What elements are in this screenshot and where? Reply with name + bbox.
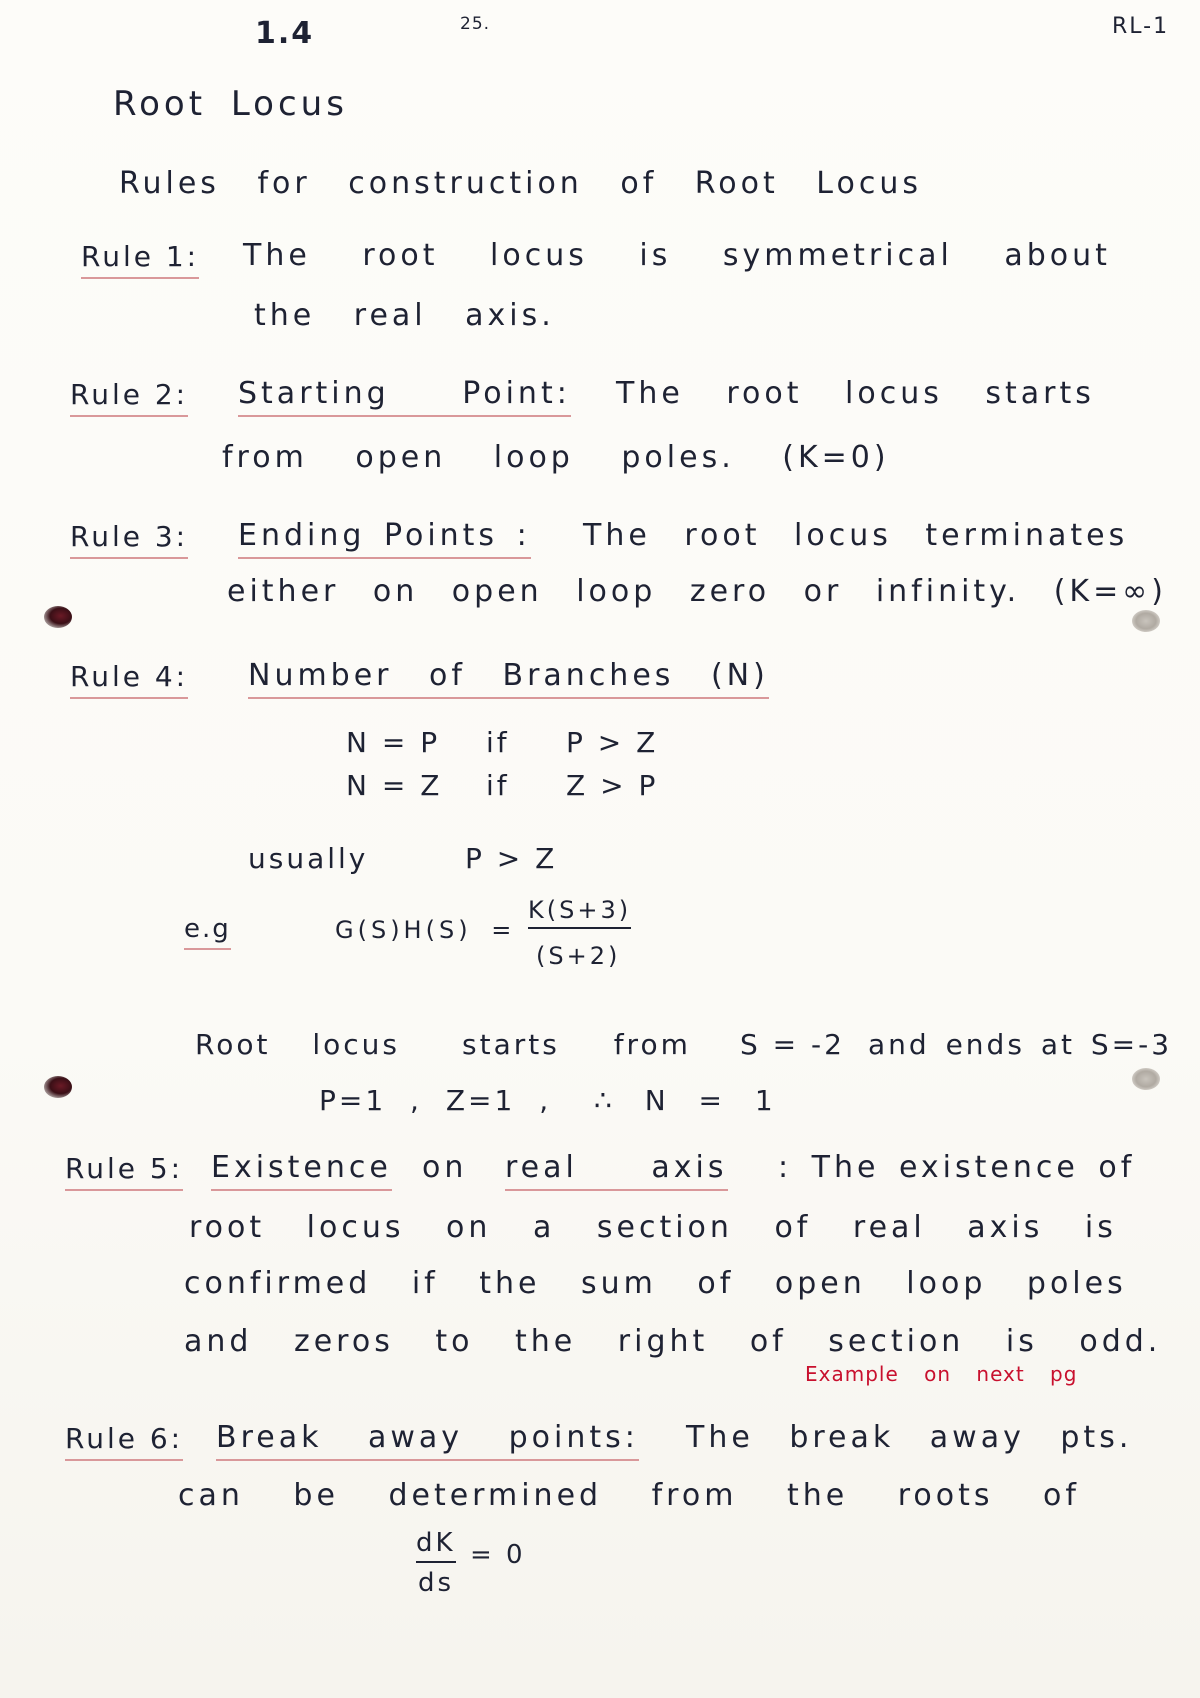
rule6-text-line1: The break away pts.: [686, 1420, 1133, 1455]
rule2-label: Rule 2:: [70, 378, 188, 417]
punch-hole: [1132, 610, 1160, 632]
rule5-heading-real-axis: real axis: [505, 1150, 728, 1191]
pole-zero-count: P=1 , Z=1 ,: [319, 1084, 552, 1117]
rule5-text-line2: root locus on a section of real axis is: [189, 1210, 1117, 1245]
rule1-text-line2: the real axis.: [254, 298, 555, 333]
formula-numerator: dK: [416, 1528, 456, 1563]
punch-hole: [44, 606, 72, 628]
transfer-function-lhs: G(S)H(S) =: [335, 916, 516, 944]
branch-count: ∴ N = 1: [594, 1084, 776, 1117]
punch-hole: [1132, 1068, 1160, 1090]
condition-expression: Z > P: [566, 769, 659, 802]
rule6-label: Rule 6:: [65, 1422, 183, 1461]
rule6-text-line2: can be determined from the roots of: [178, 1478, 1080, 1513]
result-verb: starts from: [462, 1028, 691, 1061]
rule2-heading: Starting Point:: [238, 376, 571, 417]
rule5-text-line4: and zeros to the right of section is odd.: [184, 1324, 1162, 1359]
usually-relation: P > Z: [465, 842, 558, 875]
formula-denominator: ds: [418, 1568, 455, 1598]
rule1-label: Rule 1:: [81, 240, 199, 279]
rule4-heading: Number of Branches (N): [248, 658, 769, 699]
rule5-heading-on: on: [422, 1150, 468, 1185]
result-start-point: S = -2: [740, 1028, 845, 1061]
rule2-text-line2: from open loop poles. (K=0): [222, 440, 890, 475]
rule3-heading: Ending Points :: [238, 518, 531, 559]
condition-if: if: [486, 769, 510, 802]
rule6-heading: Break away points:: [216, 1420, 639, 1461]
rule5-text-line3: confirmed if the sum of open loop poles: [184, 1266, 1127, 1301]
condition-result: N = P: [346, 726, 441, 759]
example-label: e.g: [184, 914, 231, 950]
fraction-denominator: (S+2): [536, 942, 621, 970]
condition-if: if: [486, 726, 510, 759]
rule3-text-line1: The root locus terminates: [583, 518, 1129, 553]
rule5-heading-existence: Existence: [211, 1150, 392, 1191]
rule5-label: Rule 5:: [65, 1152, 183, 1191]
result-end-point: and ends at S=-3: [868, 1028, 1173, 1061]
rule5-text-line1: : The existence of: [778, 1150, 1136, 1185]
fraction-numerator: K(S+3): [528, 896, 631, 929]
formula-rhs: = 0: [470, 1540, 526, 1570]
rule1-text-line1: The root locus is symmetrical about: [243, 238, 1111, 273]
page-title: Root Locus: [113, 84, 348, 124]
rule3-label: Rule 3:: [70, 520, 188, 559]
page-number: 25.: [460, 14, 491, 34]
example-note: Example on next pg: [805, 1362, 1078, 1386]
condition-result: N = Z: [346, 769, 443, 802]
page-subtitle: Rules for construction of Root Locus: [119, 166, 922, 201]
result-subject: Root locus: [195, 1028, 400, 1061]
rule2-text-line1: The root locus starts: [616, 376, 1095, 411]
page-code: RL-1: [1112, 14, 1170, 39]
punch-hole: [44, 1076, 72, 1098]
rule4-label: Rule 4:: [70, 660, 188, 699]
condition-expression: P > Z: [566, 726, 659, 759]
rule3-text-line2: either on open loop zero or infinity. (K=∞): [227, 574, 1167, 609]
usually-word: usually: [248, 842, 369, 875]
corner-mark: 1.4: [255, 16, 315, 51]
